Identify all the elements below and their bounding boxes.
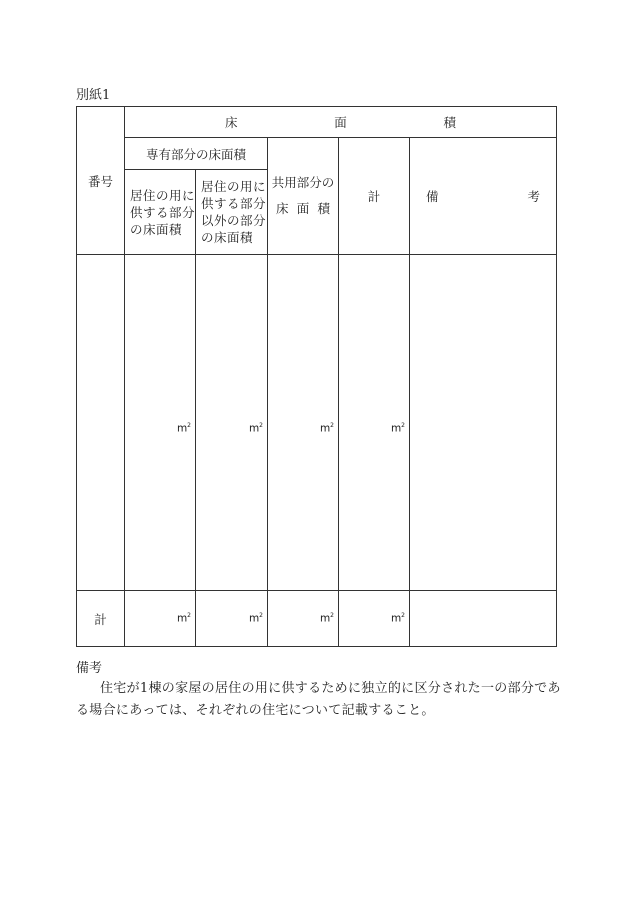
header-residential-line-1: 居住の用に <box>130 187 196 203</box>
header-residential-line-3: の床面積 <box>130 221 183 237</box>
total-remarks-cell[interactable] <box>410 591 557 647</box>
header-remarks <box>410 138 557 255</box>
header-common-part-line1: 共用部分の <box>271 175 335 190</box>
unit-superscript: 2 <box>330 422 334 430</box>
unit-superscript: 2 <box>330 612 334 620</box>
total-non-residential-cell[interactable] <box>196 591 268 647</box>
total-row <box>77 591 557 647</box>
header-non-residential-line-2: 供する部分 <box>201 196 267 211</box>
unit-label: m <box>176 422 188 435</box>
entry-residential-cell[interactable] <box>125 255 196 591</box>
unit-superscript: 2 <box>401 612 405 620</box>
unit-label: m <box>319 612 331 625</box>
unit-label: m <box>176 612 188 625</box>
unit-label: m <box>248 422 260 435</box>
unit-label: m <box>390 612 402 625</box>
unit-superscript: 2 <box>401 422 405 430</box>
entry-number-cell[interactable] <box>77 255 125 591</box>
total-row-label: 計 <box>77 591 125 647</box>
entry-total-cell[interactable] <box>339 255 410 591</box>
header-residential-line-2: 供する部分 <box>130 204 196 220</box>
floor-area-table <box>76 106 557 647</box>
unit-superscript: 2 <box>187 422 191 430</box>
header-exclusive-part: 専有部分の床面積 <box>125 138 268 170</box>
header-common-part-char-3: 積 <box>317 201 330 216</box>
unit-label: m <box>248 612 260 625</box>
header-remarks-char-1: 備 <box>426 189 439 204</box>
unit-label: m <box>319 422 331 435</box>
header-non-residential-part <box>196 170 268 255</box>
header-non-residential-line-3: 以外の部分 <box>201 213 267 228</box>
unit-label: m <box>390 422 402 435</box>
header-floor-area-char-2: 面 <box>334 115 347 130</box>
header-floor-area-char-3: 積 <box>443 115 457 130</box>
header-total: 計 <box>339 138 410 255</box>
notes-body: 住宅が1棟の家屋の居住の用に供するために独立的に区分された一の部分である場合にあっては、それぞれの住宅について記載すること。 <box>76 681 561 718</box>
total-total-cell[interactable] <box>339 591 410 647</box>
total-common-cell[interactable] <box>268 591 339 647</box>
header-remarks-char-2: 考 <box>527 189 541 204</box>
entry-common-cell[interactable] <box>268 255 339 591</box>
header-non-residential-line-4: の床面積 <box>201 230 254 245</box>
header-number: 番号 <box>77 107 125 255</box>
unit-superscript: 2 <box>259 422 263 430</box>
entry-remarks-cell[interactable] <box>410 255 557 591</box>
unit-superscript: 2 <box>187 612 191 620</box>
unit-superscript: 2 <box>259 612 263 620</box>
header-floor-area <box>125 107 557 138</box>
header-common-part <box>268 138 339 255</box>
header-common-part-char-1: 床 <box>276 201 289 216</box>
total-residential-cell[interactable] <box>125 591 196 647</box>
notes-heading: 備考 <box>76 661 103 676</box>
entry-row <box>77 255 557 591</box>
header-floor-area-char-1: 床 <box>225 115 238 130</box>
header-residential-part <box>125 170 196 255</box>
header-non-residential-line-1: 居住の用に <box>201 179 267 194</box>
attachment-label: 別紙1 <box>76 88 111 103</box>
header-common-part-char-2: 面 <box>296 201 310 216</box>
entry-non-residential-cell[interactable] <box>196 255 268 591</box>
